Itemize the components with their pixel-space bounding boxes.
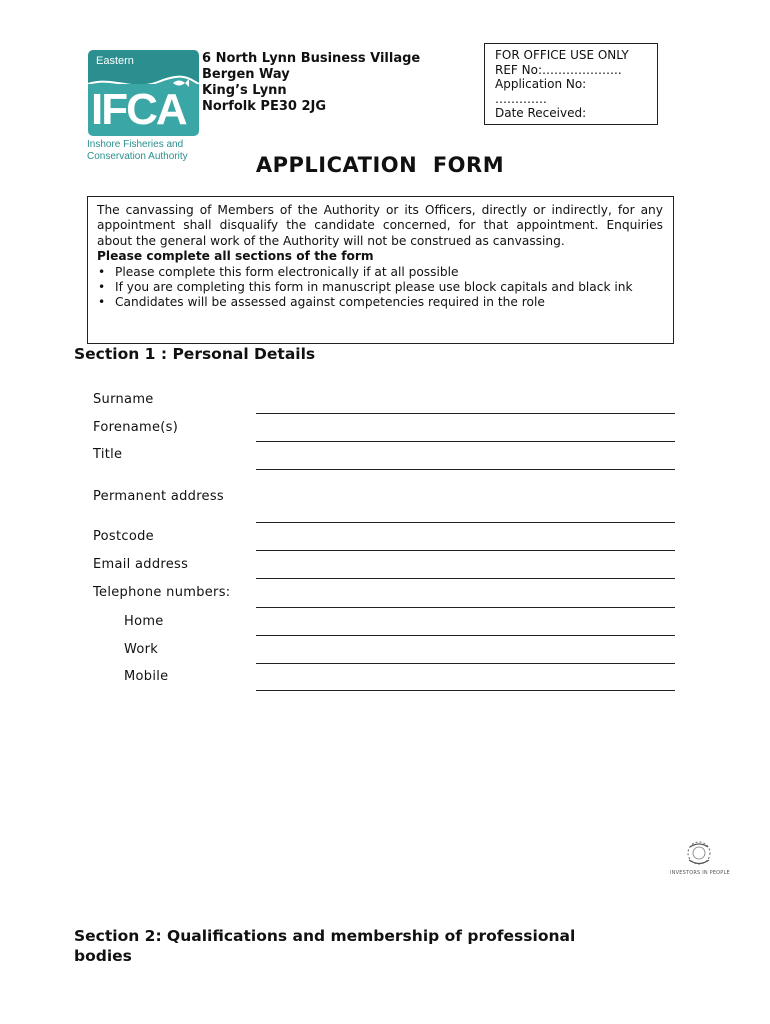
email-field[interactable] [256,578,675,579]
notice-bullet: • If you are completing this form in manuscript please use block capitals and black ink [97,280,673,295]
logo-subtitle-line1: Inshore Fisheries and [87,139,184,150]
fish-icon [172,78,190,88]
postcode-label: Postcode [93,529,154,544]
postcode-field[interactable] [256,550,675,551]
address-line1: 6 North Lynn Business Village [202,51,421,66]
notice-paragraph: The canvassing of Members of the Authority or its Officers, directly or indirectly, for any appointment shall disqualify the candidate concerned, for that appointment. Enquiries about the general work of the Authority will not be construed as canvassing. [97,203,663,248]
home-phone-label: Home [124,614,164,629]
application-number-label: Application No: [495,77,587,91]
badge-text: INVESTORS IN PEOPLE [670,870,730,876]
date-received-label: Date Received: [495,106,587,120]
ref-number: REF No:……………….. [495,62,622,77]
email-label: Email address [93,557,189,572]
ifca-logo [86,50,201,165]
investors-in-people-badge [670,838,728,878]
work-phone-field[interactable] [256,663,675,664]
section2-heading [74,926,575,966]
office-use-heading: FOR OFFICE USE ONLY [495,48,629,62]
address-line2: Bergen Way [202,67,290,82]
permanent-address-field[interactable] [256,522,675,523]
section2-heading-line1: Section 2: Qualifications and membership of professional [74,927,576,945]
permanent-address-label: Permanent address [93,489,224,504]
office-use-box [484,43,658,125]
laurel-icon [670,838,728,870]
forenames-field[interactable] [256,441,675,442]
surname-label: Surname [93,392,154,407]
page-title: APPLICATION FORM [255,153,505,177]
logo-region-text: Eastern [96,55,134,67]
section1-heading: Section 1 : Personal Details [74,345,316,363]
title-label: Title [93,447,123,462]
notice-bullets [97,265,673,311]
mobile-phone-label: Mobile [124,669,169,684]
logo-acronym: IFCA [91,85,186,134]
logo-main-band [88,84,199,136]
address-line4: Norfolk PE30 2JG [202,99,327,114]
organisation-address [202,51,420,115]
section2-heading-line2: bodies [74,947,132,965]
telephone-numbers-label: Telephone numbers: [93,585,231,600]
notice-bold-line: Please complete all sections of the form [97,249,374,264]
logo-subtitle-line2: Conservation Authority [87,151,188,162]
address-line3: King’s Lynn [202,83,287,98]
title-field[interactable] [256,469,675,470]
forenames-label: Forename(s) [93,420,179,435]
work-phone-label: Work [124,642,159,657]
telephone-numbers-field[interactable] [256,607,675,608]
surname-field[interactable] [256,413,675,414]
canvassing-notice [87,196,674,344]
home-phone-field[interactable] [256,635,675,636]
mobile-phone-field[interactable] [256,690,675,691]
application-number-dots: …………. [495,91,547,106]
notice-bullet: • Please complete this form electronically if at all possible [97,265,673,280]
notice-bullet: • Candidates will be assessed against competencies required in the role [97,295,673,310]
